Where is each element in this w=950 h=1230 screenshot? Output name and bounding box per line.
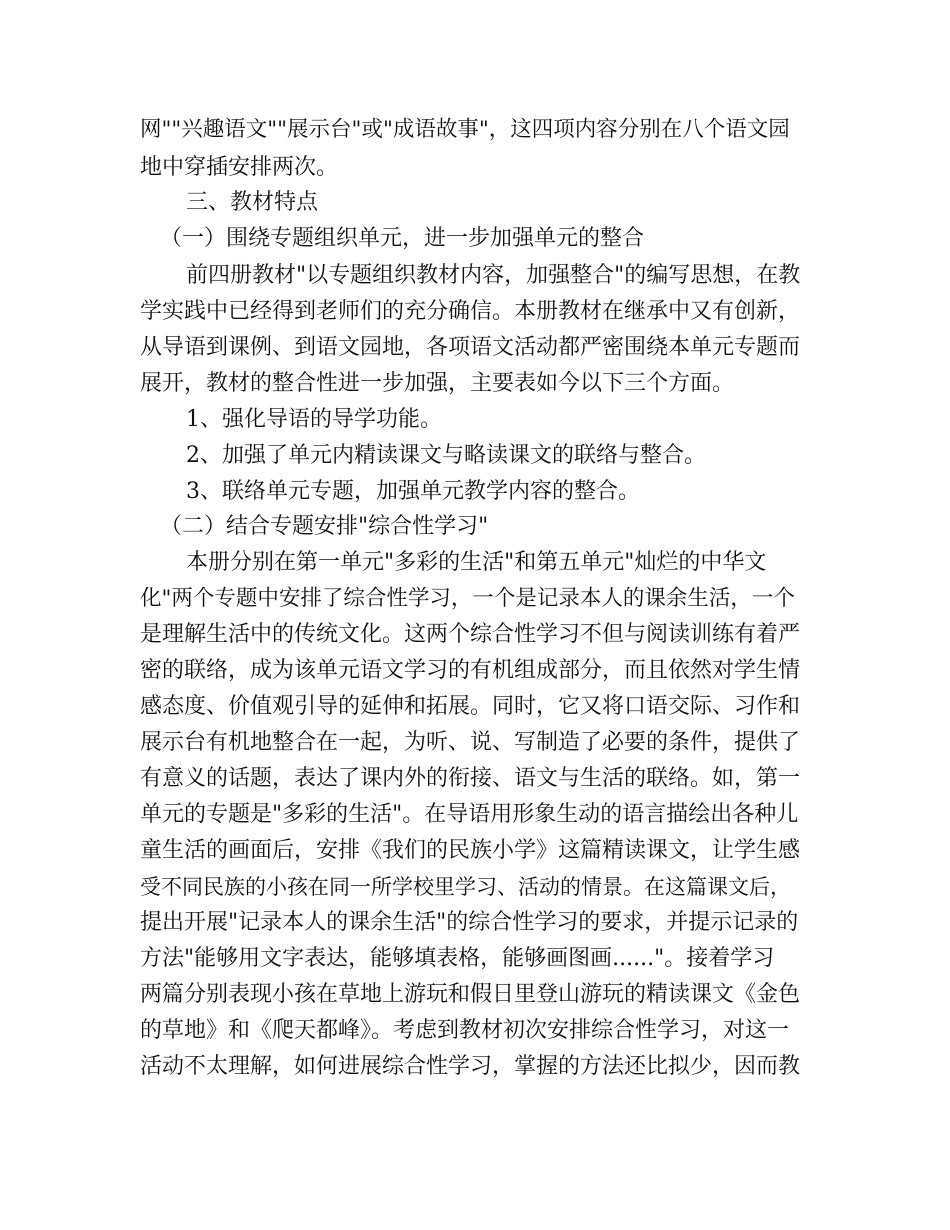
paragraph-line: 前四册教材"以专题组织教材内容，加强整合"的编写思想，在教 (186, 263, 801, 288)
paragraph-line: 网""兴趣语文""展示台"或"成语故事"，这四项内容分别在八个语文园 (140, 117, 790, 142)
list-item: 1、强化导语的导学功能。 (186, 407, 442, 432)
paragraph-line: 有意义的话题，表达了课内外的衔接、语文与生活的联络。如，第一 (140, 766, 801, 791)
paragraph-line: 两篇分别表现小孩在草地上游玩和假日里登山游玩的精读课文《金色 (140, 982, 801, 1007)
paragraph-line: 感态度、价值观引导的延伸和拓展。同时，它又将口语交际、习作和 (140, 694, 801, 719)
paragraph-line: 单元的专题是"多彩的生活"。在导语用形象生动的语言描绘出各种儿 (140, 802, 799, 827)
paragraph-line: 童生活的画面后，安排《我们的民族小学》这篇精读课文，让学生感 (140, 838, 801, 863)
list-item: 2、加强了单元内精读课文与略读课文的联络与整合。 (186, 443, 706, 468)
paragraph-line: 学实践中已经得到老师们的充分确信。本册教材在继承中又有创新， (140, 299, 801, 324)
paragraph-line: 本册分别在第一单元"多彩的生活"和第五单元"灿烂的中华文 (186, 550, 767, 575)
paragraph-line: 方法"能够用文字表达，能够填表格，能够画图画......"。接着学习 (140, 946, 775, 971)
paragraph-line: 提出开展"记录本人的课余生活"的综合性学习的要求，并提示记录的 (140, 910, 799, 935)
paragraph-line: 密的联络，成为该单元语文学习的有机组成部分，而且依然对学生情 (140, 658, 801, 683)
paragraph-line: 化"两个专题中安排了综合性学习，一个是记录本人的课余生活，一个 (140, 586, 795, 611)
paragraph-line: 地中穿插安排两次。 (140, 155, 339, 180)
section-heading: 三、教材特点 (186, 190, 319, 215)
list-item: 3、联络单元专题，加强单元教学内容的整合。 (186, 479, 640, 504)
subsection-heading: （一）围绕专题组织单元，进一步加强单元的整合 (160, 226, 645, 251)
paragraph-line: 受不同民族的小孩在同一所学校里学习、活动的情景。在这篇课文后， (140, 875, 791, 899)
paragraph-line: 的草地》和《爬天都峰》。考虑到教材初次安排综合性学习，对这一 (140, 1018, 790, 1043)
paragraph-line: 展开，教材的整合性进一步加强，主要表如今以下三个方面。 (140, 371, 735, 396)
paragraph-line: 活动不太理解，如何进展综合性学习，掌握的方法还比拟少，因而教 (140, 1054, 801, 1079)
paragraph-line: 从导语到课例、到语文园地，各项语文活动都严密围绕本单元专题而 (140, 335, 801, 360)
subsection-heading: （二）结合专题安排"综合性学习" (160, 514, 489, 539)
paragraph-line: 展示台有机地整合在一起，为听、说、写制造了必要的条件，提供了 (140, 730, 801, 755)
paragraph-line: 是理解生活中的传统文化。这两个综合性学习不但与阅读训练有着严 (140, 622, 801, 647)
